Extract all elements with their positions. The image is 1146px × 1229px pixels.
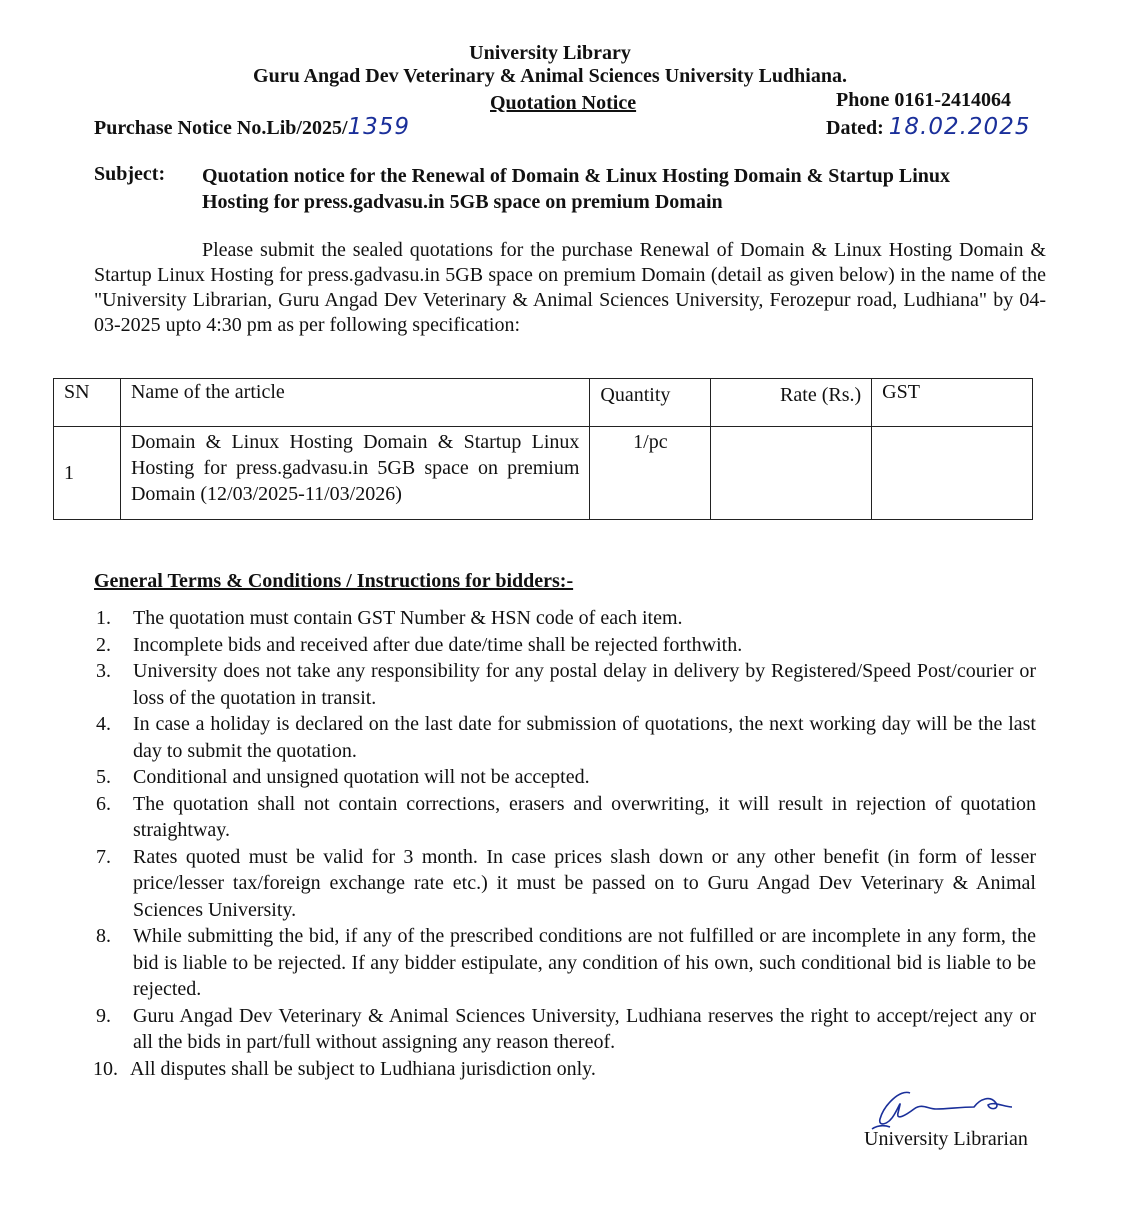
column-header-quantity: Quantity xyxy=(590,379,711,427)
list-item: 8. While submitting the bid, if any of the prescribed conditions are not fulfilled or are incomplete in any form, the bid is liable to be rejected. If any bidder estipulate, any condition of his own, such conditional bid is liable to be rejected. xyxy=(96,925,1036,1000)
list-item: 3. University does not take any responsibility for any postal delay in delivery by Registered/Speed Post/courier or loss of the quotation in transit. xyxy=(96,660,1036,709)
intro-paragraph xyxy=(94,238,1046,338)
subject-text: Quotation notice for the Renewal of Domain & Linux Hosting Domain & Startup Linux Hosting for press.gadvasu.in 5GB space on premium Domain xyxy=(202,165,951,213)
column-header-gst: GST xyxy=(872,379,1033,427)
specification-table xyxy=(53,378,1033,520)
dated-label: Dated: xyxy=(826,117,884,139)
column-header-rate: Rate (Rs.) xyxy=(711,379,872,427)
list-item: 10. All disputes shall be subject to Ludhiana jurisdiction only. xyxy=(93,1057,596,1080)
purchase-notice-handwritten-number: 1359 xyxy=(347,114,411,140)
subject-label: Subject: xyxy=(94,163,166,185)
cell-gst xyxy=(872,427,1033,520)
table-row xyxy=(54,427,1033,520)
list-item: 2. Incomplete bids and received after due date/time shall be rejected forthwith. xyxy=(96,633,743,656)
signatory-title: University Librarian xyxy=(864,1128,1028,1150)
purchase-notice-number xyxy=(94,114,410,140)
cell-sn: 1 xyxy=(54,427,121,520)
notice-title: Quotation Notice xyxy=(490,92,637,114)
cell-article: Domain & Linux Hosting Domain & Startup Linux Hosting for press.gadvasu.in 5GB space on premium Domain (12/03/2025-11/03/2026) xyxy=(120,427,589,520)
list-item: 5. Conditional and unsigned quotation will not be accepted. xyxy=(96,766,590,788)
column-header-sn: SN xyxy=(54,379,121,427)
cell-quantity: 1/pc xyxy=(590,427,711,520)
terms-list xyxy=(93,605,1036,1082)
phone-number: Phone 0161-2414064 xyxy=(836,89,1011,111)
list-item: 7. Rates quoted must be valid for 3 month. In case prices slash down or any other benefit (in form of lesser price/lesser tax/foreign exchange rate etc.) it must be passed on to Guru Angad Dev Veterinary & Animal Sciences University. xyxy=(96,845,1036,921)
list-item: 9. Guru Angad Dev Veterinary & Animal Sciences University, Ludhiana reserves the right to accept/reject any or all the bids in part/full without assigning any reason thereof. xyxy=(96,1004,1036,1053)
list-item: 1. The quotation must contain GST Number & HSN code of each item. xyxy=(96,607,683,629)
list-item: 4. In case a holiday is declared on the last date for submission of quotations, the next working day will be the last day to submit the quotation. xyxy=(96,713,1036,762)
library-name: University Library xyxy=(469,42,631,64)
list-item: 6. The quotation shall not contain corrections, erasers and overwriting, it will result in rejection of quotation straightway. xyxy=(96,792,1036,841)
cell-rate xyxy=(711,427,872,520)
intro-text: Please submit the sealed quotations for the purchase Renewal of Domain & Linux Hosting Domain & Startup Linux Hosting for press.gadvasu.in 5GB space on premium Domain (detail as given below) in the name of the "University Librarian, Guru Angad Dev Veterinary & Animal Sciences University, Ferozepur road, Ludhiana" by 04-03-2025 upto 4:30 pm as per following specification: xyxy=(94,239,1046,336)
notice-date xyxy=(826,114,1030,140)
handwritten-date: 18.02.2025 xyxy=(888,114,1031,140)
column-header-article: Name of the article xyxy=(120,379,589,427)
terms-heading: General Terms & Conditions / Instructions for bidders:- xyxy=(94,570,574,592)
table-header-row xyxy=(54,379,1033,427)
purchase-notice-label: Purchase Notice No.Lib/2025/ xyxy=(94,117,348,139)
university-name: Guru Angad Dev Veterinary & Animal Sciences University Ludhiana. xyxy=(253,65,847,87)
